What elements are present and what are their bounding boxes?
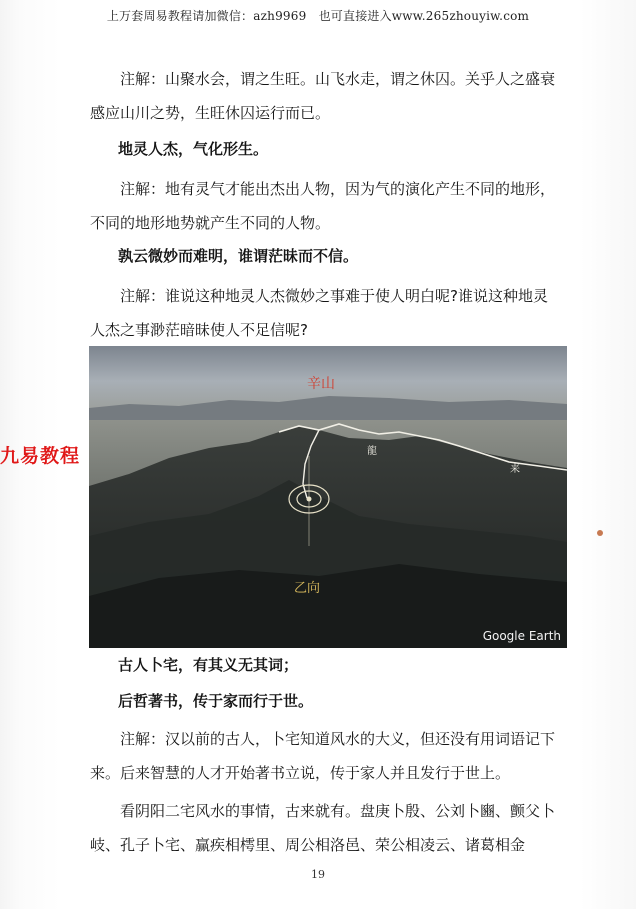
- verse-2: 孰云微妙而难明，谁谓茫昧而不信。: [118, 247, 359, 265]
- ridge-label-lai: 来: [510, 464, 520, 475]
- page-number: 19: [311, 868, 325, 881]
- google-earth-credit: Google Earth: [482, 629, 561, 643]
- paragraph-2: 注解：地有灵气才能出杰出人物，因为气的演化产生不同的地形，不同的地形地势就产生不同的人物。: [90, 180, 556, 232]
- google-earth-photo: [89, 346, 567, 648]
- verse-4: 后哲著书，传于家而行于世。: [118, 692, 314, 710]
- ridge-label-long: 龍: [367, 446, 377, 457]
- paragraph-1: 注解：山聚水会，谓之生旺。山飞水走，谓之休囚。关乎人之盛衰感应山川之势，生旺休囚运行而已。: [90, 70, 556, 122]
- label-xin-shan: 辛山: [307, 376, 335, 392]
- margin-mark: [597, 530, 603, 536]
- paragraph-3: 注解：谁说这种地灵人杰微妙之事难于使人明白呢?谁说这种地灵人杰之事渺茫暗昧使人不足信呢?: [90, 287, 548, 339]
- verse-1: 地灵人杰，气化形生。: [118, 140, 269, 158]
- paragraph-4: 注解：汉以前的古人，卜宅知道风水的大义，但还没有用词语记下来。后来智慧的人才开始著书立说，传于家人并且发行于世上。: [90, 730, 556, 782]
- label-yi-xiang: 乙向: [293, 581, 321, 596]
- verse-3: 古人卜宅，有其义无其词；: [118, 656, 299, 674]
- paragraph-5: 看阴阳二宅风水的事情，古来就有。盘庚卜殷、公刘卜豳、颤父卜岐、孔子卜宅、赢疾相樗里、周公相洛邑、荣公相凌云、诸葛相金: [90, 802, 556, 854]
- page-header: 上万套周易教程请加微信：azh9969 也可直接进入www.265zhouyiw.com: [106, 9, 530, 23]
- watermark-text: 九易教程: [0, 445, 81, 467]
- terrain-illustration: [89, 346, 567, 648]
